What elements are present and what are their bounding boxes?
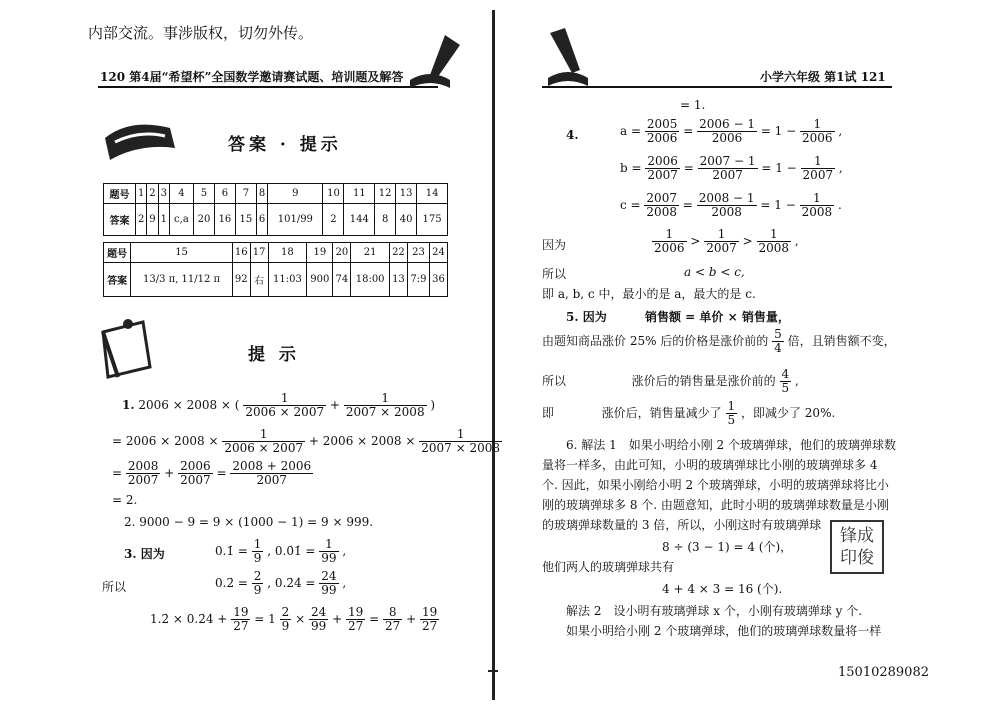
table-cell: 13/3 π, 11/12 π (131, 263, 233, 297)
q4-order: a < b < c, (684, 265, 745, 279)
denominator: 2007 (712, 168, 743, 183)
denominator: 2008 (711, 205, 742, 220)
fraction (230, 460, 313, 487)
math-text: 2006 × 2008 × ( (138, 398, 240, 413)
numerator: 2006 (180, 459, 211, 473)
pen-book-icon-right (540, 28, 600, 88)
table-cell: 4 (169, 184, 193, 204)
q4-c (620, 192, 842, 219)
denominator: 4 (774, 341, 782, 356)
table-cell: 21 (351, 243, 390, 263)
answer-table-2 (103, 242, 448, 297)
q5-label: 5. 因为 (566, 310, 607, 324)
hint-1-line-3 (112, 460, 313, 487)
fraction (645, 118, 680, 145)
math-text: 0.1̇ = (215, 544, 248, 559)
hint-3-line-1 (215, 538, 346, 565)
math-text: ) (430, 398, 436, 413)
math-text: 由题知商品涨价 25% 后的价格是涨价前的 (542, 334, 769, 349)
math-text: = (683, 124, 694, 139)
numerator: 19 (233, 605, 249, 619)
math-text: × (295, 612, 306, 627)
math-text: = 1 − (760, 198, 796, 213)
numerator: 2006 − 1 (699, 117, 755, 131)
table-cell: 11:03 (268, 263, 307, 297)
numerator: 1 (243, 392, 326, 406)
table-cell: 5 (193, 184, 214, 204)
table-cell: 11 (344, 184, 375, 204)
hint-2: 2. 9000 − 9 = 9 × (1000 − 1) = 9 × 999. (124, 515, 374, 529)
spine-mark (488, 670, 498, 672)
table-cell: c,a (169, 204, 193, 236)
table-row (104, 184, 448, 204)
denominator: 2007 (256, 473, 288, 488)
table-row (104, 243, 448, 263)
fraction (252, 538, 264, 565)
hint-3-line-2 (215, 570, 346, 597)
numerator: 1 (757, 228, 792, 242)
table-cell: 74 (333, 263, 351, 297)
table-cell: 18:00 (351, 263, 390, 297)
fraction (800, 192, 835, 219)
denominator: 5 (727, 413, 736, 428)
table-cell: 题号 (104, 184, 136, 204)
numerator: 2006 (647, 154, 678, 168)
q4-a (620, 118, 842, 145)
seal-stamp: 锋成印俊 (830, 520, 884, 574)
table-cell: 1 (158, 204, 169, 236)
numerator: 1 (727, 399, 736, 413)
numerator: 5 (774, 327, 782, 341)
q4-compare (652, 228, 799, 255)
hint-1-label: 1. (122, 398, 135, 413)
fraction (319, 570, 338, 597)
denominator: 2006 (802, 131, 833, 146)
q4-conclusion: 即 a, b, c 中，最小的是 a，最大的是 c. (542, 287, 756, 301)
math-text: , (838, 161, 843, 176)
q4-label: 4. (566, 128, 579, 142)
fraction (231, 606, 250, 633)
math-text: = (112, 466, 123, 481)
denominator: 99 (311, 619, 327, 634)
hint-3-line-3 (150, 606, 439, 633)
suoyi-label: 所以 (102, 580, 127, 594)
table-cell: 144 (344, 204, 375, 236)
math-text: = (369, 612, 380, 627)
numerator: 1 (319, 538, 338, 552)
left-header-rule (98, 86, 438, 88)
numerator: 24 (321, 569, 337, 583)
math-text: 倍，且销售额不变， (787, 334, 896, 349)
numerator: 1 (801, 155, 836, 169)
math-text: . (837, 198, 842, 213)
fraction (697, 192, 757, 219)
fraction (757, 228, 792, 255)
fraction (780, 368, 792, 395)
math-text: + (406, 612, 417, 627)
math-text: , (838, 124, 843, 139)
math-text: + (164, 466, 175, 481)
table-cell: 13 (396, 184, 417, 204)
fraction (344, 392, 427, 419)
fraction (697, 118, 757, 145)
table-cell: 900 (307, 263, 333, 297)
q6-line-7: 如果小明给小刚 2 个玻璃弹球，他们的玻璃弹球数量将一样 (566, 624, 882, 638)
section-title: 答案 · 提示 (228, 135, 342, 155)
fraction (309, 606, 328, 633)
table-cell: 23 (407, 243, 429, 263)
numerator: 1 (344, 392, 427, 406)
denominator: 27 (233, 619, 249, 634)
table-cell: 20 (193, 204, 214, 236)
numerator: 2 (281, 605, 290, 619)
math-text: c = (620, 198, 641, 213)
denominator: 2007 (180, 473, 211, 488)
fraction (704, 228, 739, 255)
denominator: 2007 (706, 241, 737, 256)
math-text: + 2006 × 2008 × (308, 434, 416, 449)
table-cell: 答案 (104, 204, 136, 236)
numerator: 2008 (127, 459, 159, 473)
table-cell: 40 (396, 204, 417, 236)
table-cell: 16 (232, 243, 250, 263)
math-text: = 1 − (761, 161, 797, 176)
table-cell: 2 (147, 184, 158, 204)
denominator: 2006 (654, 241, 685, 256)
top-note: 内部交流。事涉版权，切勿外传。 (88, 24, 314, 42)
q6-line-2: 量将一样多，由此可知，小明的玻璃弹球比小刚的玻璃弹球多 4 (542, 458, 878, 472)
table-cell: 8 (256, 184, 267, 204)
hint-1-result: = 2. (112, 493, 138, 507)
denominator: 9 (281, 619, 290, 634)
denominator: 2006 × 2007 (224, 441, 304, 456)
table-cell: 6 (214, 184, 235, 204)
table-cell: 3 (158, 184, 169, 204)
numerator: 1 (704, 228, 739, 242)
denominator: 2007 (647, 168, 678, 183)
table-cell: 7:9 (407, 263, 429, 297)
scroll-icon (100, 118, 180, 164)
math-text: 即 (542, 406, 555, 421)
math-text: 所以 (542, 374, 567, 389)
suoyi-label-right: 所以 (542, 267, 567, 281)
table-cell: 1 (136, 184, 147, 204)
q6-line-3: 个. 因此，如果小刚给小明 2 个玻璃弹球，小明的玻璃弹球将比小 (542, 478, 889, 492)
answer-table-1 (103, 183, 448, 236)
left-page-header: 120 第4届“希望杯”全国数学邀请赛试题、培训题及解答 (100, 70, 404, 84)
fraction (419, 428, 502, 455)
numerator: 8 (383, 606, 402, 620)
fraction (319, 538, 338, 565)
numerator: 1 (222, 428, 305, 442)
math-text: , (342, 576, 347, 591)
q5-equation: 销售额 = 单价 × 销售量， (645, 310, 790, 324)
math-text: , (342, 544, 347, 559)
numerator: 1 (419, 428, 502, 442)
numerator: 1 (800, 118, 835, 132)
denominator: 2008 (801, 205, 833, 220)
table-cell: 题号 (104, 243, 131, 263)
q6-line-6: 他们两人的玻璃弹球共有 (542, 560, 675, 574)
numerator: 19 (422, 605, 438, 619)
q6-method-2: 解法 2 设小明有玻璃弹球 x 个，小刚有玻璃弹球 y 个. (566, 604, 863, 618)
denominator: 27 (348, 619, 364, 634)
book-spine (492, 10, 495, 700)
fraction (252, 570, 264, 597)
math-text: 0.2̇ = (215, 576, 248, 591)
table-cell: 101/99 (268, 204, 323, 236)
q5-line-3 (542, 368, 799, 395)
hint-title: 提 示 (248, 345, 300, 365)
table-cell: 175 (417, 204, 448, 236)
denominator: 99 (321, 583, 337, 598)
math-text: b = (620, 161, 642, 176)
table-cell: 15 (131, 243, 233, 263)
page-number: 15010289082 (838, 665, 929, 680)
table-cell: 18 (268, 243, 307, 263)
fraction (243, 392, 326, 419)
table-cell: 右 (250, 263, 268, 297)
fraction (800, 118, 835, 145)
denominator: 2006 × 2007 (245, 405, 325, 420)
table-cell: 2 (136, 204, 147, 236)
denominator: 27 (385, 619, 401, 634)
math-text: = (216, 466, 227, 481)
q6-eq-2: 4 + 4 × 3 = 16 (个). (662, 582, 783, 596)
table-cell: 2 (323, 204, 344, 236)
math-text: + (332, 612, 343, 627)
numerator: 1 (652, 228, 687, 242)
numerator: 1 (253, 537, 262, 551)
fraction (420, 606, 439, 633)
denominator: 2007 × 2008 (421, 441, 501, 456)
q6-eq-1: 8 ÷ (3 − 1) = 4 (个)， (662, 540, 793, 554)
numerator: 2008 + 2006 (232, 459, 312, 473)
numerator: 2008 − 1 (698, 191, 755, 205)
fraction (644, 192, 679, 219)
denominator: 2006 (646, 131, 678, 146)
table-cell: 答案 (104, 263, 131, 297)
table-cell: 16 (214, 204, 235, 236)
table-cell: 20 (333, 243, 351, 263)
pinned-note-icon (98, 312, 158, 382)
numerator: 2007 (646, 191, 677, 205)
fraction (801, 155, 836, 182)
q5-line-2 (542, 328, 896, 355)
fraction (346, 606, 365, 633)
math-text: + (329, 398, 340, 413)
pen-book-icon (405, 30, 465, 90)
math-text: , (794, 234, 799, 249)
denominator: 9 (253, 583, 262, 598)
math-text: 涨价后，销售量减少了 (601, 406, 722, 421)
q6-line-4: 刚的玻璃弹球多 8 个. 由题意知，此时小明的玻璃弹球数量是小刚 (542, 498, 889, 512)
q5-line-4 (542, 400, 835, 427)
fraction (645, 155, 680, 182)
numerator: 1 (800, 192, 835, 206)
math-text: > (690, 234, 701, 249)
table-cell: 15 (235, 204, 256, 236)
table-cell: 10 (323, 184, 344, 204)
numerator: 19 (348, 605, 364, 619)
numerator: 2007 − 1 (699, 154, 756, 168)
math-text: , 0.0̇1̇ = (267, 544, 316, 559)
fraction (383, 606, 402, 633)
math-text: = 1 − (760, 124, 797, 139)
table-cell: 7 (235, 184, 256, 204)
math-text: = (683, 161, 694, 176)
table-cell: 6 (256, 204, 267, 236)
math-text: , 0.2̇4̇ = (267, 576, 316, 591)
q6-line-5: 的玻璃弹球数量的 3 倍，所以，小刚这时有玻璃弹球 (542, 518, 822, 532)
table-cell: 13 (390, 263, 408, 297)
table-cell: 9 (147, 204, 158, 236)
table-cell: 92 (232, 263, 250, 297)
fraction (698, 155, 758, 182)
hint-3-label: 3. 因为 (124, 547, 165, 561)
table-cell: 22 (390, 243, 408, 263)
math-text: = 1 (254, 612, 276, 627)
denominator: 2007 × 2008 (345, 405, 425, 420)
numerator: 2005 (646, 117, 678, 131)
fraction (652, 228, 687, 255)
denominator: 5 (781, 381, 790, 396)
numerator: 4 (781, 367, 790, 381)
fraction (772, 328, 784, 355)
hint-1-line-1 (122, 392, 435, 419)
table-cell: 9 (268, 184, 323, 204)
math-text: , (794, 374, 799, 389)
math-text: > (742, 234, 753, 249)
yinwei-label: 因为 (542, 238, 567, 252)
denominator: 2007 (802, 168, 834, 183)
fraction (222, 428, 305, 455)
table-row (104, 263, 448, 297)
denominator: 9 (253, 551, 262, 566)
denominator: 2006 (711, 131, 743, 146)
hint-1-line-2 (112, 428, 502, 455)
fraction (280, 606, 292, 633)
table-cell: 12 (375, 184, 396, 204)
fraction (726, 400, 738, 427)
math-text: = (682, 198, 693, 213)
denominator: 27 (422, 619, 438, 634)
r-line-0: = 1. (680, 98, 706, 112)
math-text: ，即减少了 20%. (740, 406, 836, 421)
fraction (126, 460, 161, 487)
table-cell: 19 (307, 243, 333, 263)
table-row (104, 204, 448, 236)
fraction (178, 460, 213, 487)
math-text: a = (620, 124, 642, 139)
denominator: 2008 (758, 241, 790, 256)
denominator: 2007 (127, 473, 159, 488)
math-text: 1.2̇ × 0.2̇4̇ + (150, 612, 228, 627)
table-cell: 17 (250, 243, 268, 263)
denominator: 99 (321, 551, 337, 566)
table-cell: 8 (375, 204, 396, 236)
q6-line-1: 6. 解法 1 如果小明给小刚 2 个玻璃弹球，他们的玻璃弹球数 (566, 438, 896, 452)
table-cell: 14 (417, 184, 448, 204)
denominator: 2008 (646, 205, 677, 220)
math-text: = 2006 × 2008 × (112, 434, 219, 449)
table-cell: 36 (430, 263, 448, 297)
table-cell: 24 (430, 243, 448, 263)
numerator: 2 (253, 569, 262, 583)
math-text: 涨价后的销售量是涨价前的 (631, 374, 776, 389)
numerator: 24 (311, 605, 327, 619)
right-page-header: 小学六年级 第1试 121 (760, 70, 886, 84)
q4-b (620, 155, 843, 182)
